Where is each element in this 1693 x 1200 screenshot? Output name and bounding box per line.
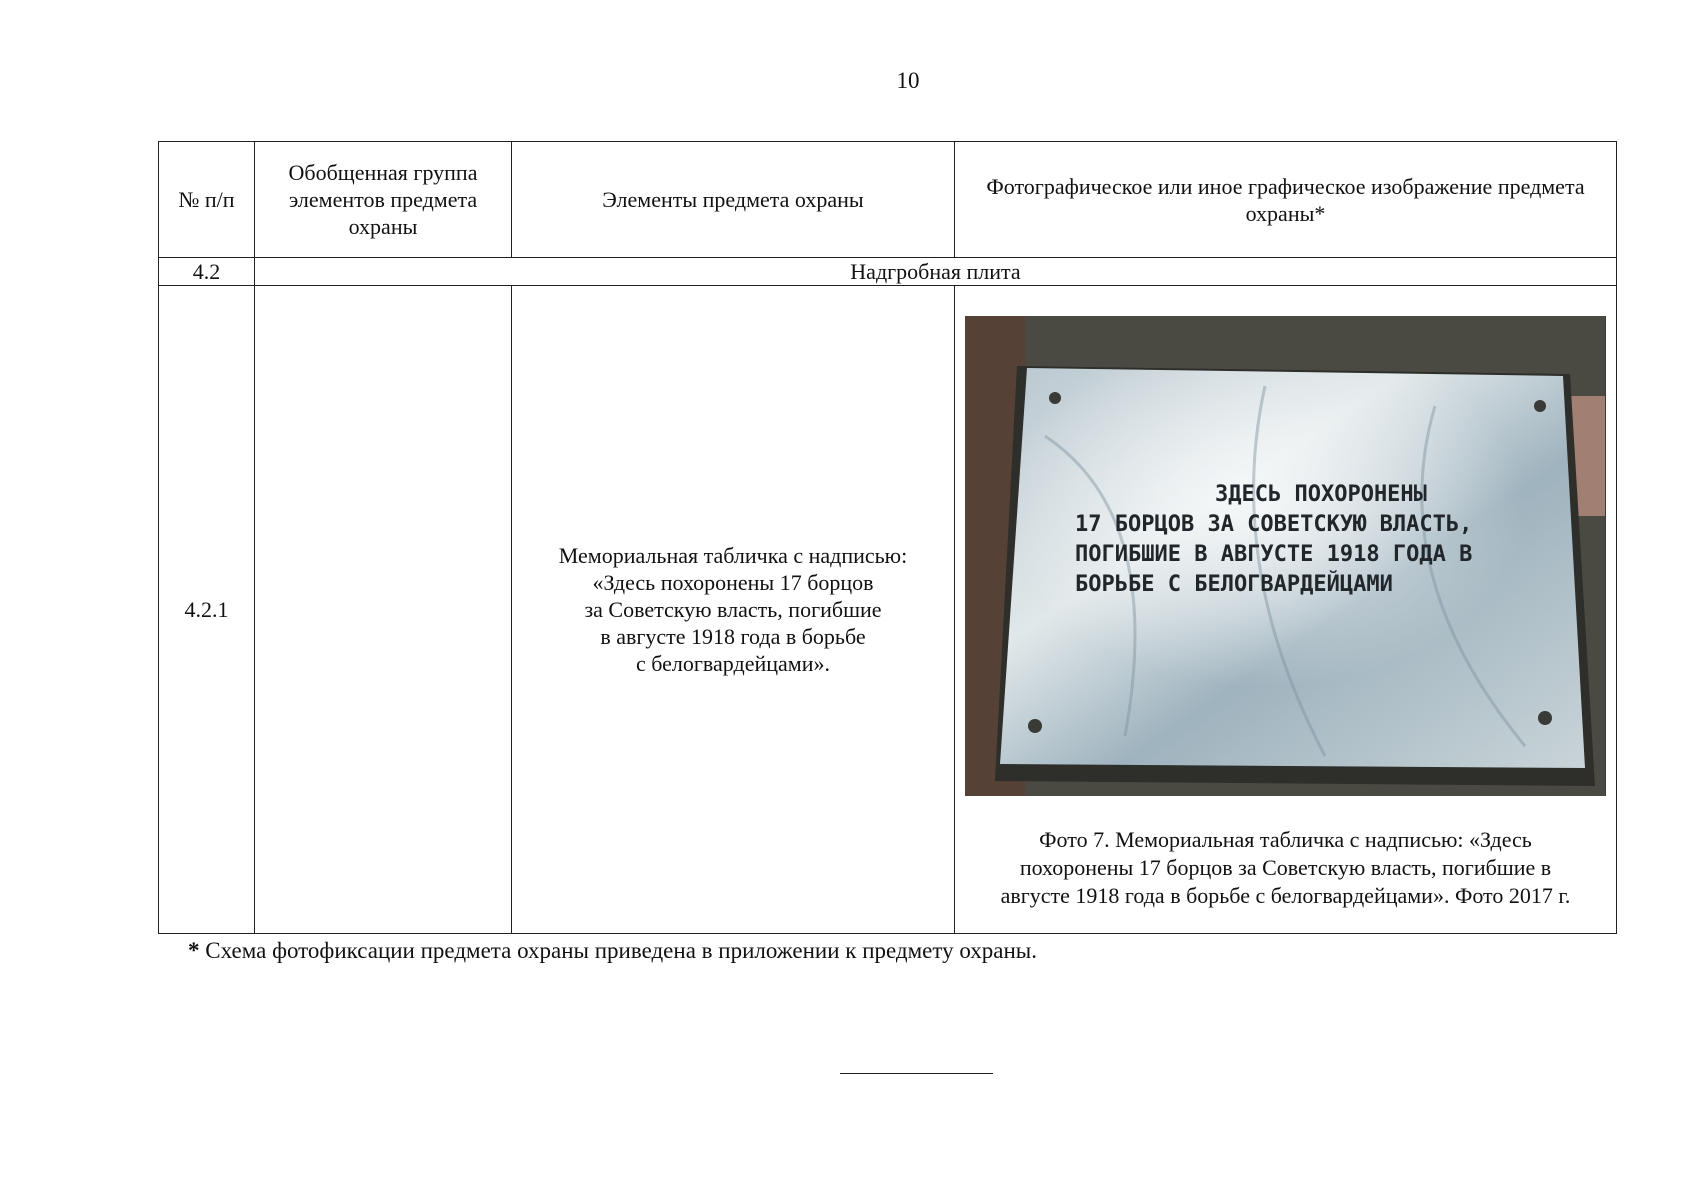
caption-line: Фото 7. Мемориальная табличка с надписью: «Здесь	[1039, 827, 1532, 852]
plaque-photo-svg	[965, 316, 1605, 796]
row-group	[255, 286, 512, 934]
footnote-star: *	[188, 938, 200, 963]
screw-icon	[1049, 392, 1061, 404]
row-num: 4.2.1	[159, 286, 255, 934]
screw-icon	[1538, 711, 1552, 725]
row-photo-cell	[955, 286, 1617, 934]
inscription-line: 17 БОРЦОВ ЗА СОВЕТСКУЮ ВЛАСТЬ,	[1075, 512, 1473, 537]
element-line: за Советскую власть, погибшие	[584, 597, 882, 622]
footnote-text: Схема фотофиксации предмета охраны приведена в приложении к предмету охраны.	[205, 938, 1038, 963]
table-row	[159, 286, 1617, 934]
inscription-line: ЗДЕСЬ ПОХОРОНЕНЫ	[1215, 482, 1427, 507]
footnote	[188, 938, 1037, 964]
inscription-line: ПОГИБШИЕ В АВГУСТЕ 1918 ГОДА В	[1075, 542, 1473, 567]
table-header-row	[159, 142, 1617, 258]
protection-elements-table	[158, 141, 1617, 934]
header-group: Обобщенная группа элементов предмета охраны	[255, 142, 512, 258]
inscription-line: БОРЬБЕ С БЕЛОГВАРДЕЙЦАМИ	[1075, 572, 1393, 597]
caption-line: похоронены 17 борцов за Советскую власть, погибшие в	[1019, 855, 1552, 880]
header-elements: Элементы предмета охраны	[512, 142, 955, 258]
section-row	[159, 258, 1617, 286]
element-line: «Здесь похоронены 17 борцов	[592, 570, 874, 595]
photo-caption	[965, 826, 1606, 910]
screw-icon	[1028, 719, 1042, 733]
end-rule	[840, 1073, 993, 1074]
row-element-description	[512, 286, 955, 934]
memorial-plaque-photo	[965, 316, 1606, 796]
caption-line: августе 1918 года в борьбе с белогвардейцами». Фото 2017 г.	[1000, 883, 1571, 908]
screw-icon	[1534, 400, 1546, 412]
header-image: Фотографическое или иное графическое изображение предмета охраны*	[955, 142, 1617, 258]
element-line: с белогвардейцами».	[636, 651, 830, 676]
section-num: 4.2	[159, 258, 255, 286]
page-number: 10	[896, 68, 920, 93]
section-title: Надгробная плита	[255, 258, 1617, 286]
element-line: в августе 1918 года в борьбе	[600, 624, 866, 649]
element-line: Мемориальная табличка с надписью:	[558, 543, 908, 568]
header-num: № п/п	[159, 142, 255, 258]
